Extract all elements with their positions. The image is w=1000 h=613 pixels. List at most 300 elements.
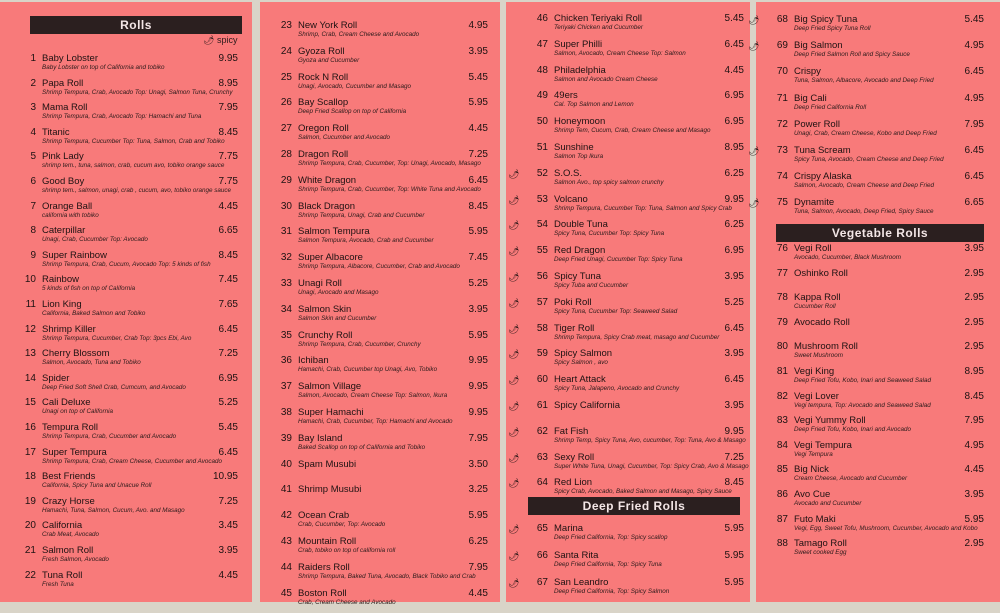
menu-item — [264, 381, 494, 406]
menu-item-number: 22 — [24, 569, 36, 581]
pepper-icon: 🌶 — [508, 452, 520, 463]
menu-item-name: Spider — [42, 372, 70, 384]
menu-item-description: Baked Scallop on top of California and Tobiko — [298, 443, 426, 451]
menu-item-name: California — [42, 520, 83, 532]
menu-item-name: Poki Roll — [554, 296, 592, 308]
menu-item-description: Tuna, Salmon, Albacore, Avocado and Deep Fried — [794, 77, 934, 85]
menu-item-price: 5.95 — [724, 523, 744, 534]
menu-item-description: Deep Fried Unagi, Cucumber Top: Spicy Tuna — [554, 256, 683, 264]
menu-item-name: Mushroom Roll — [794, 341, 858, 353]
menu-item-number: 4 — [30, 126, 36, 138]
menu-item-number: 71 — [776, 92, 788, 104]
menu-item-price: 4.95 — [964, 92, 984, 104]
menu-item-number: 51 — [536, 142, 548, 153]
menu-item-name: Vegi King — [794, 366, 835, 377]
menu-item-number: 87 — [776, 513, 788, 525]
menu-item-number: 54 — [536, 219, 548, 231]
menu-item-price: 9.95 — [724, 425, 744, 437]
menu-item-description: Salmon, Avocado, Cream Cheese Top: Salmon — [554, 49, 686, 57]
menu-item-description: Deep Fried Salmon Roll and Spicy Sauce — [794, 51, 910, 59]
menu-item-number: 27 — [280, 123, 292, 135]
menu-item-name: Fat Fish — [554, 425, 589, 437]
menu-item-name: Papa Roll — [42, 77, 84, 89]
menu-item-price: 6.95 — [218, 372, 238, 384]
menu-item-number: 29 — [280, 174, 292, 186]
menu-item-name: Best Friends — [42, 471, 96, 483]
menu-item — [508, 219, 750, 244]
menu-item-number: 23 — [280, 20, 292, 31]
menu-item-number: 85 — [776, 464, 788, 476]
menu-item-name: Gyoza Roll — [298, 45, 345, 57]
menu-item-number: 56 — [536, 271, 548, 282]
menu-item-description: Shrimp Tempura, Crab, Cucumber, Crunchy — [298, 340, 421, 348]
menu-item-price: 3.95 — [964, 243, 984, 254]
menu-item-price: 6.45 — [724, 374, 744, 386]
menu-item-name: 49ers — [554, 90, 578, 102]
menu-item-price: 5.95 — [964, 513, 984, 525]
menu-item-description: Unagi, Crab, Cucumber Top: Avocado — [42, 236, 148, 244]
menu-item — [520, 39, 750, 64]
menu-item — [264, 304, 494, 329]
menu-item-price: 6.45 — [724, 322, 744, 334]
menu-item-description: Cucumber Roll — [794, 303, 836, 311]
menu-item-name: S.O.S. — [554, 167, 582, 179]
menu-item — [760, 93, 990, 118]
pepper-icon: 🌶 — [508, 401, 520, 411]
menu-item — [760, 366, 990, 391]
menu-item-price: 5.25 — [724, 296, 744, 308]
menu-item-description: shrimp tem., tuna, salmon, crab, cucum avo, tobiko orange sauce — [42, 162, 225, 170]
menu-item — [760, 391, 990, 416]
menu-item — [264, 201, 494, 226]
menu-item-price: 3.45 — [218, 520, 238, 532]
menu-item — [264, 484, 494, 509]
menu-item-price: 6.65 — [964, 197, 984, 209]
menu-item-price: 6.95 — [724, 245, 744, 257]
menu-item-price: 7.25 — [724, 451, 744, 463]
menu-item-description: Hamachi, Crab, Cucumber, Top: Hamachi and Avocado — [298, 418, 453, 425]
menu-item-name: Sunshine — [554, 142, 594, 153]
menu-item-number: 48 — [536, 64, 548, 76]
menu-item-description: Deep Fried Tofu, Kobo, Inari and Avocado — [794, 426, 912, 434]
menu-item-price: 7.75 — [218, 151, 238, 163]
menu-item-name: New York Roll — [298, 20, 358, 31]
menu-item-number: 28 — [280, 149, 292, 160]
menu-item-price: 5.45 — [468, 71, 488, 83]
menu-item-name: Salmon Village — [298, 381, 362, 393]
menu-item — [760, 243, 990, 268]
menu-item-description: Deep Fried Scallop on top of California — [298, 108, 407, 116]
menu-item-number: 80 — [776, 341, 788, 353]
menu-item-price: 3.25 — [468, 484, 488, 496]
menu-item-description: Deep Fried California, Top: Spicy Tuna — [554, 561, 662, 568]
menu-item-description: Shrimp Tempura, Crab, Avocado Top: Hamachi and Tuna — [42, 113, 202, 121]
menu-item-description: Unagi on top of California — [42, 408, 114, 416]
menu-item-number: 75 — [776, 197, 788, 209]
menu-item-name: Cherry Blossom — [42, 348, 110, 360]
menu-item-number: 14 — [24, 372, 36, 384]
menu-item-number: 81 — [776, 366, 788, 377]
menu-item — [8, 422, 244, 447]
menu-item-price: 8.45 — [218, 249, 238, 261]
menu-item-name: Dynamite — [794, 197, 835, 209]
menu-item-name: Titanic — [42, 126, 70, 138]
menu-item-number: 16 — [24, 422, 36, 433]
menu-item-name: Mama Roll — [42, 102, 88, 114]
menu-item-name: Super Albacore — [298, 252, 363, 264]
menu-item — [520, 90, 750, 115]
pepper-icon: 🌶 — [508, 578, 520, 588]
menu-item-number: 65 — [536, 523, 548, 534]
menu-item — [760, 268, 990, 293]
menu-item-price: 7.65 — [218, 299, 238, 310]
menu-item-name: Tiger Roll — [554, 322, 595, 334]
menu-item-price: 5.45 — [724, 13, 744, 24]
menu-item-description: Salmon, Avocado, Cream Cheese Top: Salmon, Ikura — [298, 392, 448, 400]
menu-item — [760, 341, 990, 366]
menu-item-name: Oshinko Roll — [794, 267, 848, 279]
menu-item-name: Super Hamachi — [298, 407, 364, 418]
menu-item-number: 86 — [776, 489, 788, 500]
menu-item — [8, 324, 244, 349]
menu-item-price: 4.45 — [724, 64, 744, 76]
menu-item-price: 7.25 — [218, 495, 238, 507]
pepper-icon: 🌶 — [508, 220, 520, 231]
menu-item-description: Avocado, Cucumber, Black Mushroom — [794, 254, 901, 261]
menu-item-name: Honeymoon — [554, 116, 606, 128]
menu-item — [760, 464, 990, 489]
menu-item-price: 4.95 — [964, 40, 984, 52]
menu-item-price: 5.95 — [468, 510, 488, 522]
menu-item-number: 63 — [536, 451, 548, 463]
menu-item — [508, 451, 750, 477]
menu-item-price: 5.95 — [724, 550, 744, 561]
menu-item-name: Super Tempura — [42, 446, 107, 458]
menu-item — [8, 496, 244, 521]
menu-item-description: Shrimp Tem, Cucum, Crab, Cream Cheese and Masago — [554, 127, 711, 135]
pepper-icon: 🌶 — [508, 551, 520, 561]
menu-item-description: Salmon, Avocado, Tuna and Tobiko — [42, 359, 141, 367]
pepper-icon: 🌶 — [748, 41, 760, 52]
menu-item — [8, 447, 244, 472]
menu-item — [264, 226, 494, 251]
menu-item-number: 34 — [280, 303, 292, 315]
menu-item-description: Vegi, Egg, Sweet Tofu, Mushroom, Cucumber, Avocado and Kobo — [794, 524, 978, 532]
menu-item-description: Salmon, Avocado, Cream Cheese and Deep Fried — [794, 182, 935, 190]
menu-item-price: 2.95 — [964, 267, 984, 279]
menu-item-name: Sexy Roll — [554, 451, 595, 463]
menu-item-number: 31 — [280, 226, 292, 238]
menu-item-price: 3.95 — [468, 303, 488, 315]
menu-item-price: 5.25 — [468, 278, 488, 289]
menu-item-price: 7.45 — [218, 274, 238, 286]
pepper-icon: 🌶 — [508, 349, 520, 360]
menu-item — [8, 520, 244, 545]
menu-item-price: 6.45 — [218, 323, 238, 335]
menu-item — [8, 102, 244, 127]
menu-item — [264, 149, 494, 174]
menu-item — [8, 250, 244, 275]
section-header-rolls: Rolls — [30, 16, 242, 34]
menu-item-number: 17 — [24, 446, 36, 458]
menu-item — [508, 425, 750, 451]
menu-item — [520, 142, 750, 167]
menu-item-price: 6.45 — [964, 171, 984, 183]
menu-item-price: 5.45 — [218, 422, 238, 433]
menu-item-price: 6.95 — [724, 116, 744, 128]
menu-item-name: Futo Maki — [794, 513, 836, 525]
menu-item-description: Salmon and Avocado Cream Cheese — [554, 75, 658, 83]
menu-item-name: Bay Scallop — [298, 97, 349, 109]
menu-item-price: 7.95 — [468, 432, 488, 444]
menu-item — [508, 296, 750, 322]
menu-item — [264, 588, 494, 613]
menu-item-description: Shrimp Tempura, Albacore, Cucumber, Crab and Avocado — [298, 263, 460, 271]
menu-item — [264, 252, 494, 277]
menu-item-name: Double Tuna — [554, 219, 608, 231]
menu-item-number: 68 — [776, 14, 788, 25]
menu-item — [748, 40, 990, 65]
menu-item-name: Spam Musubi — [298, 458, 357, 470]
spicy-legend-label: spicy — [216, 35, 238, 45]
menu-item-name: Avocado Roll — [794, 316, 850, 328]
menu-item — [8, 176, 244, 201]
menu-item-name: Super Rainbow — [42, 249, 107, 261]
menu-item-name: Black Dragon — [298, 200, 356, 212]
menu-item-description: Crab, Cucumber, Top: Avocado — [298, 521, 386, 529]
menu-item-price: 2.95 — [964, 341, 984, 353]
menu-item-price: 5.95 — [724, 577, 744, 588]
menu-item-number: 30 — [280, 200, 292, 212]
menu-item-price: 3.95 — [724, 348, 744, 360]
menu-item-price: 4.95 — [964, 439, 984, 451]
menu-item-number: 19 — [24, 495, 36, 507]
menu-item-description: Baby Lobster on top of California and tobiko — [42, 64, 165, 71]
menu-item-price: 7.95 — [964, 415, 984, 427]
menu-item — [264, 562, 494, 587]
menu-item-description: Shrimp Tempura, Crab, Avocado Top: Unagi, Salmon Tuna, Crunchy — [42, 88, 233, 96]
menu-item-price: 5.95 — [468, 329, 488, 341]
menu-column-1 — [0, 2, 252, 602]
menu-item-number: 73 — [776, 145, 788, 156]
menu-item — [264, 433, 494, 458]
menu-item-description: Deep Fried California, Top: Spicy Salmon — [554, 588, 670, 595]
menu-item-description: Deep Fried Soft Shell Crab, Cumcum, and Avocado — [42, 383, 186, 391]
menu-item — [748, 14, 990, 39]
menu-item-number: 11 — [25, 299, 36, 310]
menu-item-price: 7.25 — [468, 149, 488, 160]
menu-item-price: 4.95 — [468, 20, 488, 31]
menu-item — [264, 536, 494, 561]
menu-item-description: Deep Fried California Roll — [794, 103, 867, 111]
menu-item-price: 8.95 — [724, 142, 744, 153]
menu-item-price: 6.45 — [468, 174, 488, 186]
menu-item — [264, 355, 494, 380]
menu-item — [508, 193, 750, 219]
menu-item-price: 7.95 — [468, 561, 488, 573]
menu-item — [8, 225, 244, 250]
menu-item — [8, 299, 244, 324]
menu-item-name: Volcano — [554, 193, 588, 205]
menu-item-price: 6.25 — [468, 536, 488, 547]
pepper-icon: 🌶 — [508, 297, 520, 308]
menu-item-description: Salmon Tempura, Avocado, Crab and Cucumber — [298, 237, 434, 245]
menu-item-name: Salmon Roll — [42, 545, 94, 556]
menu-item-price: 8.95 — [218, 77, 238, 89]
menu-item-number: 41 — [280, 484, 292, 496]
menu-item-description: Cream Cheese, Avocado and Cucumber — [794, 475, 908, 483]
menu-item-price: 10.95 — [212, 471, 238, 483]
menu-item-description: Unagi, Crab, Cream Cheese, Kobo and Deep Fried — [794, 129, 937, 137]
menu-item — [508, 348, 750, 373]
menu-item-number: 40 — [280, 458, 292, 470]
menu-item — [264, 278, 494, 303]
menu-item — [760, 317, 990, 342]
menu-item — [508, 322, 750, 348]
menu-item-name: Caterpillar — [42, 225, 86, 237]
menu-item-description: Gyoza and Cucumber — [298, 56, 360, 64]
menu-item-name: Spicy California — [554, 400, 620, 411]
menu-item-number: 47 — [536, 38, 548, 50]
menu-item-name: Shrimp Killer — [42, 323, 96, 335]
menu-item-name: Red Dragon — [554, 245, 606, 257]
menu-item-number: 45 — [280, 587, 292, 599]
menu-item — [520, 116, 750, 141]
menu-item — [264, 46, 494, 71]
menu-item-description: Deep Fried Tofu, Kobo, Inari and Seaweed Salad — [794, 377, 931, 384]
menu-item-name: Tempura Roll — [42, 422, 98, 433]
menu-item-description: Vegi tempura, Top: Avocado and Seaweed Salad — [794, 401, 931, 409]
menu-item-number: 49 — [536, 90, 548, 102]
menu-item-name: Crispy — [794, 66, 821, 78]
menu-item-number: 52 — [536, 167, 548, 179]
menu-item-price: 8.45 — [964, 390, 984, 402]
menu-item-description: Tuna, Salmon, Avocado, Deep Fried, Spicy Sauce — [794, 208, 934, 216]
menu-item-number: 18 — [24, 471, 36, 483]
menu-item-number: 58 — [536, 322, 548, 334]
menu-item-number: 35 — [280, 329, 292, 341]
menu-item-number: 24 — [280, 45, 292, 57]
menu-item — [508, 523, 750, 548]
menu-item-description: Spicy Tuna, Avocado, Cream Cheese and Deep Fried — [794, 156, 944, 163]
menu-item-description: california with tobiko — [42, 211, 99, 219]
menu-item-name: Marina — [554, 523, 584, 534]
menu-item-number: 2 — [30, 77, 36, 89]
menu-item-name: Boston Roll — [298, 587, 347, 599]
menu-item-description: 5 kinds of fish on top of California — [42, 285, 136, 293]
section-header-vegetable-rolls: Vegetable Rolls — [776, 224, 984, 242]
menu-item-price: 8.45 — [218, 126, 238, 138]
menu-item — [760, 171, 990, 196]
menu-item — [520, 13, 750, 38]
menu-item — [8, 201, 244, 226]
menu-item-name: Super Philli — [554, 38, 603, 50]
menu-item-name: Chicken Teriyaki Roll — [554, 13, 642, 24]
menu-item — [760, 119, 990, 144]
menu-item-description: shrimp tem., salmon, unagi, crab , cucum, avo, tobiko orange sauce — [42, 187, 231, 194]
menu-item-name: Oregon Roll — [298, 123, 349, 135]
menu-item — [264, 510, 494, 535]
menu-item-price: 7.95 — [964, 118, 984, 130]
menu-item-name: White Dragon — [298, 174, 357, 186]
menu-item-number: 32 — [280, 252, 292, 264]
menu-item — [8, 274, 244, 299]
menu-item-name: Spicy Tuna — [554, 271, 601, 282]
menu-item-description: Hamachi, Tuna, Salmon, Cucum, Avo. and Masago — [42, 506, 185, 514]
menu-item — [748, 197, 990, 222]
menu-column-2 — [260, 2, 500, 606]
menu-item-name: Ichiban — [298, 355, 329, 367]
menu-item-name: Bay Island — [298, 432, 343, 444]
menu-item-name: Vegi Tempura — [794, 439, 852, 451]
menu-item — [520, 65, 750, 90]
menu-item — [760, 440, 990, 465]
menu-item — [748, 145, 990, 170]
pepper-icon: 🌶 — [508, 194, 520, 205]
menu-item-price: 7.95 — [218, 102, 238, 114]
menu-item-number: 76 — [776, 243, 788, 254]
menu-item-description: Shrimp Tempura, Crab, Cream Cheese, Cucumber and Avocado — [42, 457, 223, 465]
menu-item-name: Good Boy — [42, 176, 85, 187]
menu-item-description: Fresh Salmon, Avocado — [42, 556, 109, 563]
menu-item-name: Big Nick — [794, 464, 829, 476]
menu-item-description: Shrimp, Crab, Cream Cheese and Avocado — [298, 31, 420, 38]
menu-item-number: 59 — [536, 348, 548, 360]
pepper-icon: 🌶 — [508, 524, 520, 534]
menu-item-description: Spicy Tuna, Jalapeno, Avocado and Crunchy — [554, 385, 680, 393]
menu-item-name: Tuna Scream — [794, 145, 851, 156]
menu-item-price: 6.45 — [218, 446, 238, 458]
menu-item-description: Spicy Tuba and Cucumber — [554, 282, 629, 289]
menu-item-price: 7.25 — [218, 348, 238, 360]
pepper-icon: 🌶 — [508, 168, 520, 179]
menu-item-name: Santa Rita — [554, 550, 599, 561]
menu-item-name: Philadelphia — [554, 64, 606, 76]
menu-item — [8, 570, 244, 595]
menu-item-description: Avocado and Cucumber — [794, 500, 862, 507]
menu-item-price: 2.95 — [964, 316, 984, 328]
pepper-icon: 🌶 — [748, 15, 760, 25]
menu-item-number: 64 — [536, 477, 548, 489]
menu-item-number: 12 — [24, 323, 36, 335]
menu-item-description: Salmon, Cucumber and Avocado — [298, 134, 391, 142]
menu-item-description: Shrimp Tempura, Crab, Cucumber, Top: White Tuna and Avocado — [298, 185, 481, 193]
menu-column-4 — [748, 2, 1000, 602]
menu-item-name: Mountain Roll — [298, 536, 357, 547]
menu-item-price: 8.45 — [468, 200, 488, 212]
menu-item-name: Ocean Crab — [298, 510, 350, 522]
menu-item-number: 84 — [776, 439, 788, 451]
menu-item-description: Shrimp Tempura, Spicy Crab meat, masago and Cucumber — [554, 333, 720, 341]
menu-item — [264, 97, 494, 122]
menu-item — [8, 471, 244, 496]
menu-item-price: 3.95 — [964, 489, 984, 500]
menu-item — [508, 577, 750, 602]
menu-item-number: 57 — [536, 296, 548, 308]
menu-item-description: Teriyaki Chicken and Cucumber — [554, 24, 644, 31]
menu-item-description: Sweet cooked Egg — [794, 549, 847, 557]
menu-item-price: 6.45 — [964, 66, 984, 78]
menu-item — [760, 66, 990, 91]
menu-item-price: 5.95 — [468, 97, 488, 109]
menu-item-number: 53 — [536, 193, 548, 205]
menu-item-price: 2.95 — [964, 538, 984, 550]
menu-item-description: Unagi, Avocado, Cucumber and Masago — [298, 82, 412, 90]
menu-item-number: 72 — [776, 118, 788, 130]
menu-item — [264, 175, 494, 200]
menu-item-price: 8.45 — [724, 477, 744, 489]
menu-item-price: 4.45 — [468, 587, 488, 599]
